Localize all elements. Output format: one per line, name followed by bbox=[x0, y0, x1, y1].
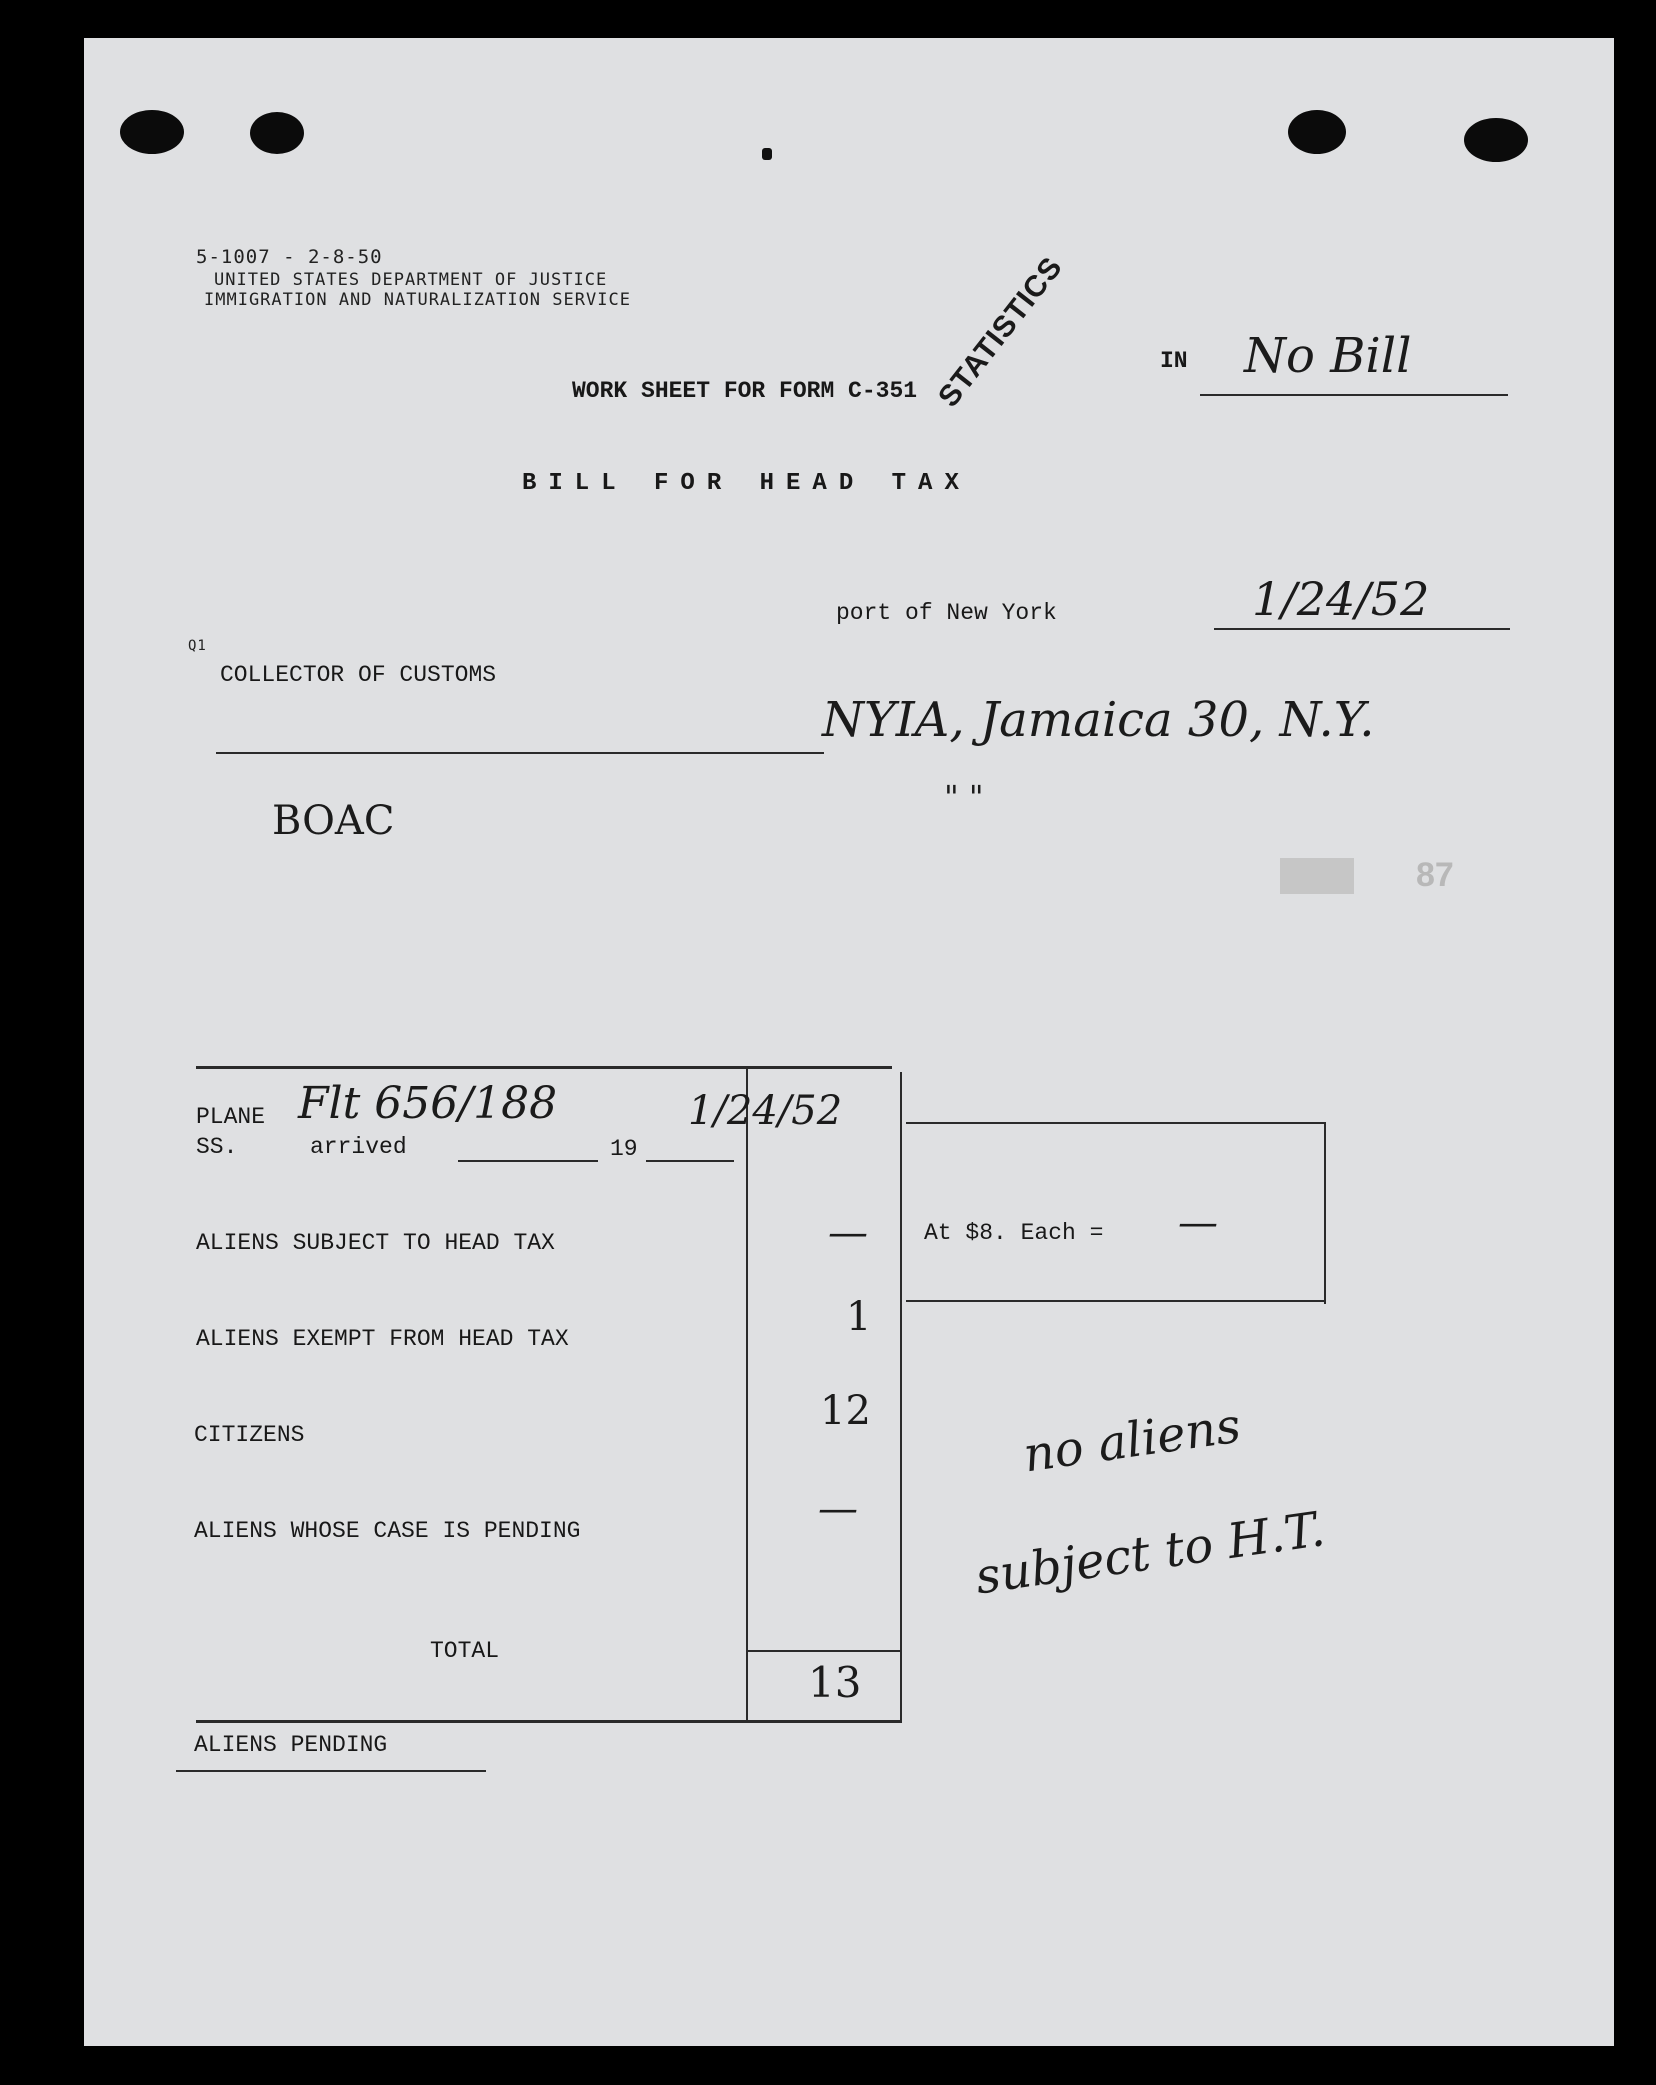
service-name: IMMIGRATION AND NATURALIZATION SERVICE bbox=[204, 290, 631, 310]
arrived-underline bbox=[458, 1160, 598, 1162]
row-label-exempt: ALIENS EXEMPT FROM HEAD TAX bbox=[196, 1326, 569, 1352]
row-label-citizens: CITIZENS bbox=[194, 1422, 305, 1448]
date-value: 1/24/52 bbox=[1252, 572, 1430, 626]
faint-stamp-mark bbox=[1280, 858, 1354, 894]
tax-box-right bbox=[1324, 1122, 1326, 1304]
total-value: 13 bbox=[808, 1658, 862, 1707]
year-prefix: 19 bbox=[610, 1136, 638, 1162]
department-name: UNITED STATES DEPARTMENT OF JUSTICE bbox=[214, 270, 608, 290]
row-label-pending: ALIENS WHOSE CASE IS PENDING bbox=[194, 1518, 581, 1544]
to-mark: Q1 bbox=[188, 638, 207, 654]
tax-amount-value: — bbox=[1178, 1200, 1218, 1246]
ink-speck bbox=[762, 148, 772, 160]
row-value-citizens: 12 bbox=[820, 1388, 871, 1434]
address-value: NYIA, Jamaica 30, N.Y. bbox=[822, 692, 1375, 748]
date-underline bbox=[1214, 628, 1510, 630]
form-code: 5-1007 - 2-8-50 bbox=[196, 246, 383, 268]
table-right-border bbox=[900, 1072, 902, 1722]
row-value-exempt: 1 bbox=[846, 1294, 872, 1340]
row-value-subject: — bbox=[828, 1210, 868, 1256]
total-label: TOTAL bbox=[430, 1638, 500, 1664]
stamp-number: 87 bbox=[1416, 856, 1454, 894]
table-bottom-line bbox=[196, 1720, 902, 1723]
collector-underline bbox=[216, 752, 824, 754]
year-underline bbox=[646, 1160, 734, 1162]
bill-title: BILL FOR HEAD TAX bbox=[522, 470, 971, 497]
in-underline bbox=[1200, 394, 1508, 396]
punch-hole-2 bbox=[250, 112, 304, 154]
in-label: IN bbox=[1160, 348, 1188, 374]
plane-date: 1/24/52 bbox=[688, 1088, 843, 1134]
tax-box-top bbox=[906, 1122, 1326, 1124]
punch-hole-3 bbox=[1288, 110, 1346, 154]
ditto-marks: " " bbox=[944, 778, 984, 816]
note-line-2: subject to H.T. bbox=[972, 1501, 1329, 1606]
note-line-1: no aliens bbox=[1020, 1397, 1245, 1484]
aliens-pending-underline bbox=[176, 1770, 486, 1772]
total-top-line bbox=[746, 1650, 902, 1652]
arrived-label: arrived bbox=[310, 1134, 407, 1160]
ss-label: SS. bbox=[196, 1134, 238, 1160]
plane-label: PLANE bbox=[196, 1104, 266, 1130]
table-top-line bbox=[196, 1066, 892, 1069]
worksheet-title: WORK SHEET FOR FORM C-351 bbox=[572, 378, 918, 404]
collector-label: COLLECTOR OF CUSTOMS bbox=[220, 662, 497, 688]
punch-hole-4 bbox=[1464, 118, 1528, 162]
port-label: port of New York bbox=[836, 600, 1057, 626]
statistics-stamp: STATISTICS bbox=[932, 250, 1070, 414]
in-value: No Bill bbox=[1244, 328, 1412, 384]
table-left-divider bbox=[746, 1066, 748, 1722]
document-sheet bbox=[84, 38, 1614, 2046]
row-value-pending: — bbox=[818, 1486, 858, 1532]
aliens-pending-label: ALIENS PENDING bbox=[194, 1732, 388, 1758]
tax-rate-label: At $8. Each = bbox=[924, 1220, 1104, 1246]
carrier-value: BOAC bbox=[272, 798, 395, 844]
row-label-subject: ALIENS SUBJECT TO HEAD TAX bbox=[196, 1230, 555, 1256]
tax-box-bottom bbox=[906, 1300, 1326, 1302]
plane-value: Flt 656/188 bbox=[298, 1078, 558, 1129]
punch-hole-1 bbox=[120, 110, 184, 154]
